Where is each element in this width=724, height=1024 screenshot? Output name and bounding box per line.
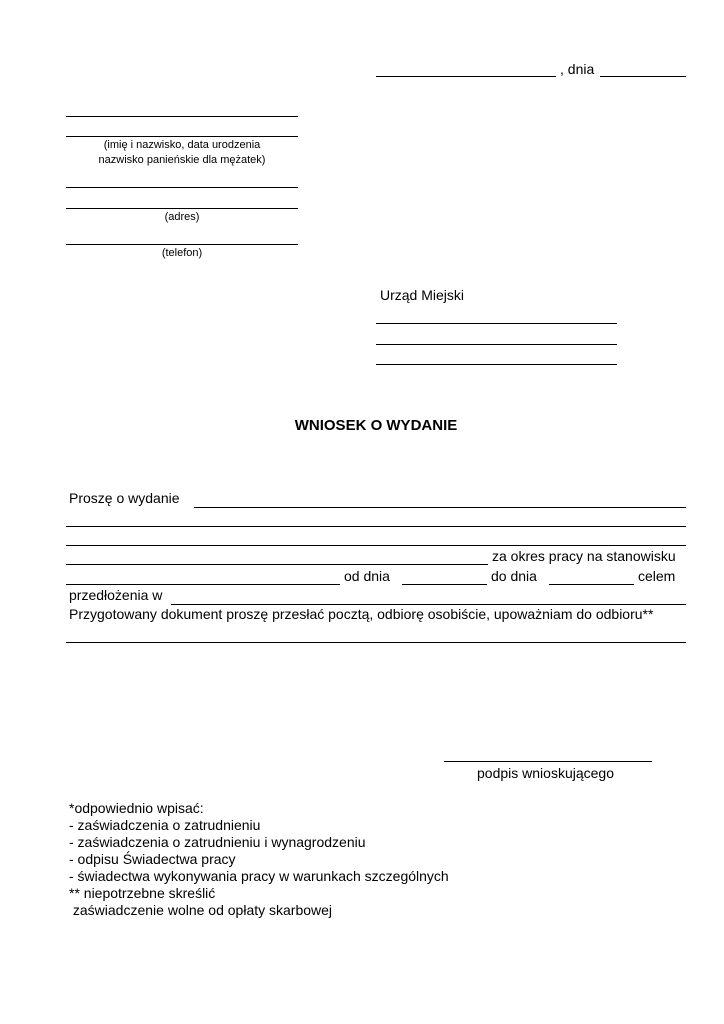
place-field-line[interactable]	[376, 76, 556, 77]
document-title: WNIOSEK O WYDANIE	[294, 417, 458, 434]
office-address-line-3[interactable]	[376, 364, 617, 365]
document-type-field-line[interactable]	[66, 564, 488, 565]
footnote-line: - zaświadczenia o zatrudnieniu	[69, 817, 261, 833]
footnotes	[69, 800, 449, 919]
request-field-line-1[interactable]	[194, 507, 686, 508]
applicant-address-caption: (adres)	[164, 211, 200, 223]
from-date-field-line[interactable]	[402, 584, 487, 585]
applicant-phone-caption: (telefon)	[161, 247, 203, 259]
submission-field-line[interactable]	[171, 604, 686, 605]
office-label: Urząd Miejski	[380, 287, 465, 303]
footnote-line: *odpowiednio wpisać:	[69, 800, 204, 816]
applicant-phone-line[interactable]	[66, 244, 298, 245]
office-address-line-2[interactable]	[376, 344, 617, 345]
office-address-line-1[interactable]	[376, 323, 617, 324]
signature-caption: podpis wnioskującego	[477, 765, 614, 781]
delivery-options-text: Przygotowany dokument proszę przesłać pocztą, odbiorę osobiście, upoważniam do odbioru**	[69, 606, 654, 622]
submission-label: przedłożenia w	[69, 587, 163, 603]
request-label: Proszę o wydanie	[69, 490, 180, 506]
request-field-line-2[interactable]	[66, 526, 686, 527]
to-date-field-line[interactable]	[549, 584, 634, 585]
footnote-line: - świadectwa wykonywania pracy w warunkach szczególnych	[69, 868, 449, 884]
period-label: za okres pracy na stanowisku	[492, 548, 676, 564]
purpose-label: celem	[638, 568, 676, 584]
footnote-line: zaświadczenie wolne od opłaty skarbowej	[69, 902, 333, 918]
footnote-line: - zaświadczenia o zatrudnieniu i wynagrodzeniu	[69, 834, 366, 850]
applicant-name-caption-1: (imię i nazwisko, data urodzenia	[103, 139, 261, 151]
applicant-address-line-1[interactable]	[66, 187, 298, 188]
signature-line[interactable]	[444, 761, 652, 762]
date-field-line[interactable]	[600, 76, 686, 77]
applicant-address-line-2[interactable]	[66, 208, 298, 209]
footnote-line: ** niepotrzebne skreślić	[69, 885, 216, 901]
from-date-label: od dnia	[344, 568, 390, 584]
to-date-label: do dnia	[491, 568, 537, 584]
position-field-line[interactable]	[66, 584, 340, 585]
delivery-field-line[interactable]	[66, 642, 686, 643]
applicant-name-line-1[interactable]	[66, 116, 298, 117]
footnote-line: - odpisu Świadectwa pracy	[69, 851, 236, 867]
applicant-name-line-2[interactable]	[66, 136, 298, 137]
date-label: , dnia	[560, 61, 595, 77]
applicant-name-caption-2: nazwisko panieńskie dla mężatek)	[98, 154, 266, 166]
request-field-line-3[interactable]	[66, 545, 686, 546]
